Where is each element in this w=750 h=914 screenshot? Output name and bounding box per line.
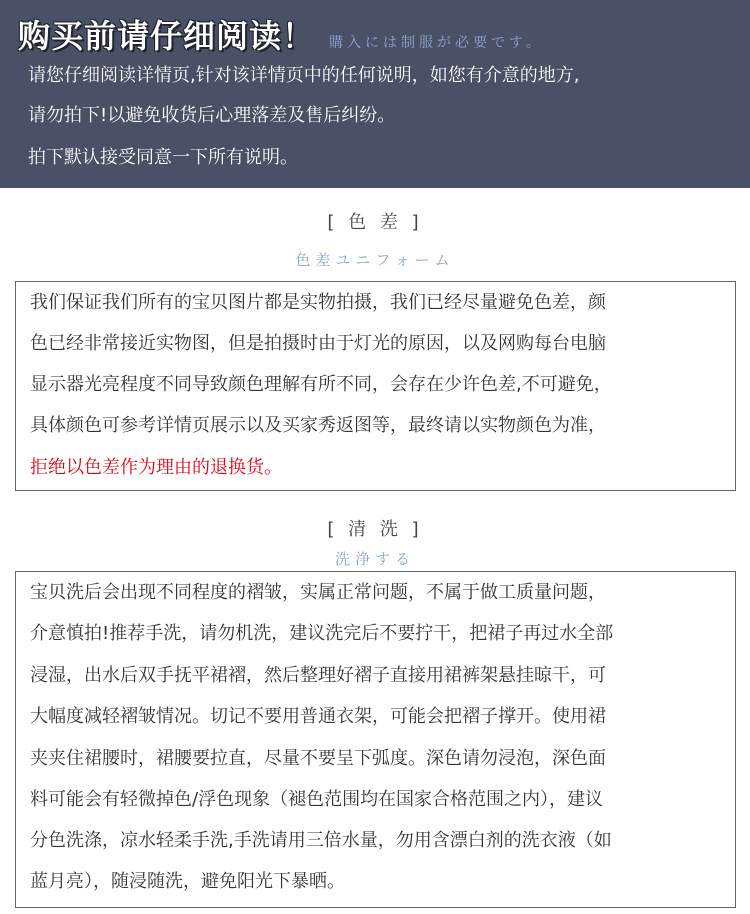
wash-section-title: [ 清 洗 ]	[327, 519, 423, 540]
wash-notice-line-5: 夹夹住裙腰时，裙腰要拉直，尽量不要呈下弧度。深色请勿浸泡，深色面	[30, 748, 606, 769]
wash-section-subtitle: 洗浄する	[334, 550, 415, 568]
color-section-subtitle: 色差ユニフォーム	[295, 251, 455, 269]
header-title-row	[18, 12, 544, 56]
wash-notice-line-1: 宝贝洗后会出现不同程度的褶皱，实属正常问题，不属于做工质量问题，	[30, 582, 606, 603]
color-notice-warning: 拒绝以色差作为理由的退换货。	[30, 457, 282, 478]
header-line-1: 请您仔细阅读详情页,针对该详情页中的任何说明，如您有介意的地方,	[28, 65, 580, 86]
wash-notice-line-6: 料可能会有轻微掉色/浮色现象（褪色范围均在国家合格范围之内），建议	[30, 789, 604, 810]
wash-notice-line-2: 介意慎拍!推荐手洗，请勿机洗，建议洗完后不要拧干，把裙子再过水全部	[30, 623, 614, 644]
header-title: 购买前请仔细阅读！	[18, 17, 316, 55]
color-notice-box	[15, 281, 736, 491]
header-line-3: 拍下默认接受同意一下所有说明。	[28, 147, 298, 168]
color-section-title: [ 色 差 ]	[327, 212, 423, 233]
header-line-2: 请勿拍下!以避免收货后心理落差及售后纠纷。	[28, 105, 396, 126]
wash-notice-line-8: 蓝月亮），随浸随洗，避免阳光下暴晒。	[30, 871, 345, 892]
color-notice-line-3: 显示器光亮程度不同导致颜色理解有所不同，会存在少许色差,不可避免，	[30, 374, 612, 395]
wash-notice-line-7: 分色洗涤，凉水轻柔手洗,手洗请用三倍水量，勿用含漂白剂的洗衣液（如	[30, 830, 612, 851]
wash-notice-line-4: 大幅度减轻褶皱情况。切记不要用普通衣架，可能会把褶子撑开。使用裙	[30, 706, 606, 727]
color-notice-line-4: 具体颜色可参考详情页展示以及买家秀返图等，最终请以实物颜色为准，	[30, 415, 606, 436]
color-notice-line-1: 我们保证我们所有的宝贝图片都是实物拍摄，我们已经尽量避免色差，颜	[30, 292, 606, 313]
notice-header	[0, 0, 750, 188]
color-notice-line-2: 色已经非常接近实物图，但是拍摄时由于灯光的原因，以及网购每台电脑	[30, 333, 606, 354]
wash-notice-line-3: 浸湿，出水后双手抚平裙褶，然后整理好褶子直接用裙裤架悬挂晾干，可	[30, 665, 606, 686]
wash-notice-box	[15, 571, 736, 908]
header-subtitle: 購入には制服が必要です。	[329, 35, 544, 51]
